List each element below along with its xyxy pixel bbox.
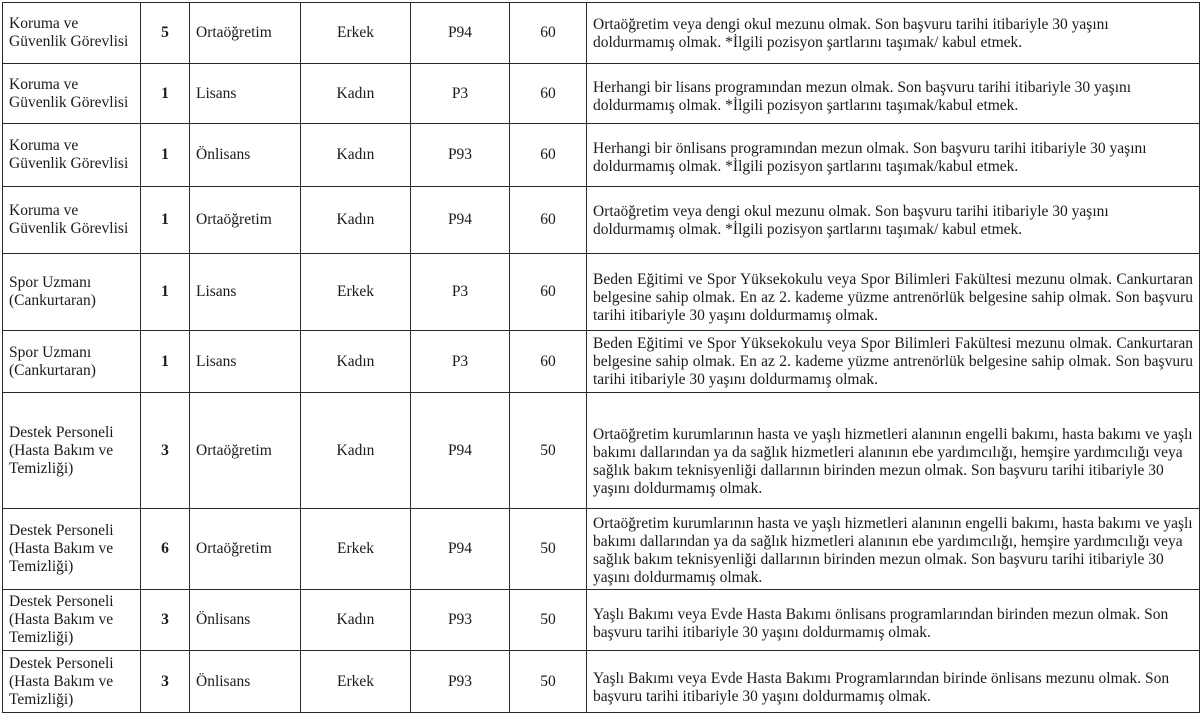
min-score-cell: 60 (510, 3, 587, 64)
education-level-cell: Ortaöğretim (190, 393, 301, 509)
kpss-type-cell: P3 (411, 254, 510, 331)
table-row (3, 331, 1200, 393)
kpss-type-cell: P3 (411, 331, 510, 393)
table-row (3, 64, 1200, 124)
position-count-cell: 1 (141, 64, 190, 124)
table-row (3, 187, 1200, 254)
requirements-cell: Yaşlı Bakımı veya Evde Hasta Bakımı önlisans programlarından birinden mezun olmak. Son başvuru tarihi itibariyle 30 yaşını doldurmamış olmak. (587, 590, 1200, 651)
table-row (3, 509, 1200, 590)
education-level-cell: Ortaöğretim (190, 3, 301, 64)
table-row (3, 590, 1200, 651)
position-title-cell: Koruma ve Güvenlik Görevlisi (3, 64, 141, 124)
position-title-cell: Destek Personeli (Hasta Bakım ve Temizliği) (3, 651, 141, 713)
gender-cell: Kadın (301, 64, 411, 124)
min-score-cell: 50 (510, 651, 587, 713)
gender-cell: Erkek (301, 509, 411, 590)
min-score-cell: 60 (510, 64, 587, 124)
education-level-cell: Lisans (190, 331, 301, 393)
min-score-cell: 50 (510, 393, 587, 509)
position-title-cell: Koruma ve Güvenlik Görevlisi (3, 124, 141, 187)
table-row (3, 124, 1200, 187)
position-count-cell: 6 (141, 509, 190, 590)
education-level-cell: Önlisans (190, 124, 301, 187)
positions-table (2, 2, 1200, 713)
education-level-cell: Lisans (190, 64, 301, 124)
requirements-cell: Ortaöğretim veya dengi okul mezunu olmak. Son başvuru tarihi itibariyle 30 yaşını doldurmamış olmak. *İlgili pozisyon şartlarını taşımak/ kabul etmek. (587, 187, 1200, 254)
education-level-cell: Lisans (190, 254, 301, 331)
education-level-cell: Önlisans (190, 651, 301, 713)
gender-cell: Kadın (301, 187, 411, 254)
gender-cell: Erkek (301, 651, 411, 713)
requirements-cell: Ortaöğretim veya dengi okul mezunu olmak. Son başvuru tarihi itibariyle 30 yaşını doldurmamış olmak. *İlgili pozisyon şartlarını taşımak/ kabul etmek. (587, 3, 1200, 64)
position-title-cell: Destek Personeli (Hasta Bakım ve Temizliği) (3, 590, 141, 651)
education-level-cell: Önlisans (190, 590, 301, 651)
kpss-type-cell: P94 (411, 509, 510, 590)
min-score-cell: 50 (510, 590, 587, 651)
position-title-cell: Destek Personeli (Hasta Bakım ve Temizliği) (3, 393, 141, 509)
position-count-cell: 1 (141, 124, 190, 187)
position-count-cell: 1 (141, 254, 190, 331)
position-count-cell: 3 (141, 651, 190, 713)
position-title-cell: Koruma ve Güvenlik Görevlisi (3, 187, 141, 254)
gender-cell: Erkek (301, 3, 411, 64)
position-title-cell: Spor Uzmanı (Cankurtaran) (3, 331, 141, 393)
gender-cell: Kadın (301, 393, 411, 509)
requirements-cell: Beden Eğitimi ve Spor Yüksekokulu veya Spor Bilimleri Fakültesi mezunu olmak. Cankurtaran belgesine sahip olmak. En az 2. kademe yüzme antrenörlük belgesine sahip olmak. Son başvuru tarihi itibariyle 30 yaşını doldurmamış olmak. (587, 331, 1200, 393)
requirements-cell: Herhangi bir önlisans programından mezun olmak. Son başvuru tarihi itibariyle 30 yaşını doldurmamış olmak. *İlgili pozisyon şartlarını taşımak/kabul etmek. (587, 124, 1200, 187)
min-score-cell: 60 (510, 254, 587, 331)
kpss-type-cell: P93 (411, 651, 510, 713)
position-count-cell: 1 (141, 331, 190, 393)
table-row (3, 393, 1200, 509)
position-count-cell: 1 (141, 187, 190, 254)
kpss-type-cell: P94 (411, 3, 510, 64)
gender-cell: Erkek (301, 254, 411, 331)
table-row (3, 651, 1200, 713)
kpss-type-cell: P93 (411, 590, 510, 651)
min-score-cell: 60 (510, 331, 587, 393)
position-title-cell: Koruma ve Güvenlik Görevlisi (3, 3, 141, 64)
min-score-cell: 60 (510, 124, 587, 187)
kpss-type-cell: P3 (411, 64, 510, 124)
kpss-type-cell: P93 (411, 124, 510, 187)
gender-cell: Kadın (301, 590, 411, 651)
table-row (3, 3, 1200, 64)
position-title-cell: Spor Uzmanı (Cankurtaran) (3, 254, 141, 331)
requirements-cell: Yaşlı Bakımı veya Evde Hasta Bakımı Programlarından birinde önlisans mezunu olmak. Son başvuru tarihi itibariyle 30 yaşını doldurmamış olmak. (587, 651, 1200, 713)
position-count-cell: 3 (141, 590, 190, 651)
gender-cell: Kadın (301, 331, 411, 393)
min-score-cell: 50 (510, 509, 587, 590)
table-row (3, 254, 1200, 331)
education-level-cell: Ortaöğretim (190, 187, 301, 254)
requirements-cell: Herhangi bir lisans programından mezun olmak. Son başvuru tarihi itibariyle 30 yaşını doldurmamış olmak. *İlgili pozisyon şartlarını taşımak/kabul etmek. (587, 64, 1200, 124)
min-score-cell: 60 (510, 187, 587, 254)
education-level-cell: Ortaöğretim (190, 509, 301, 590)
position-count-cell: 3 (141, 393, 190, 509)
kpss-type-cell: P94 (411, 393, 510, 509)
kpss-type-cell: P94 (411, 187, 510, 254)
requirements-cell: Beden Eğitimi ve Spor Yüksekokulu veya Spor Bilimleri Fakültesi mezunu olmak. Cankurtaran belgesine sahip olmak. En az 2. kademe yüzme antrenörlük belgesine sahip olmak. Son başvuru tarihi itibariyle 30 yaşını doldurmamış olmak. (587, 254, 1200, 331)
requirements-cell: Ortaöğretim kurumlarının hasta ve yaşlı hizmetleri alanının engelli bakımı, hasta bakımı ve yaşlı bakımı dallarından ya da sağlık hizmetleri alanının ebe yardımcılığı, hemşire yardımcılığı veya sağlık bakım teknisyenliği dallarının birinden mezun olmak. Son başvuru tarihi itibariyle 30 yaşını doldurmamış olmak. (587, 509, 1200, 590)
requirements-cell: Ortaöğretim kurumlarının hasta ve yaşlı hizmetleri alanının engelli bakımı, hasta bakımı ve yaşlı bakımı dallarından ya da sağlık hizmetleri alanının ebe yardımcılığı, hemşire yardımcılığı veya sağlık bakım teknisyenliği dallarının birinden mezun olmak. Son başvuru tarihi itibariyle 30 yaşını doldurmamış olmak. (587, 393, 1200, 509)
position-title-cell: Destek Personeli (Hasta Bakım ve Temizliği) (3, 509, 141, 590)
position-count-cell: 5 (141, 3, 190, 64)
gender-cell: Kadın (301, 124, 411, 187)
